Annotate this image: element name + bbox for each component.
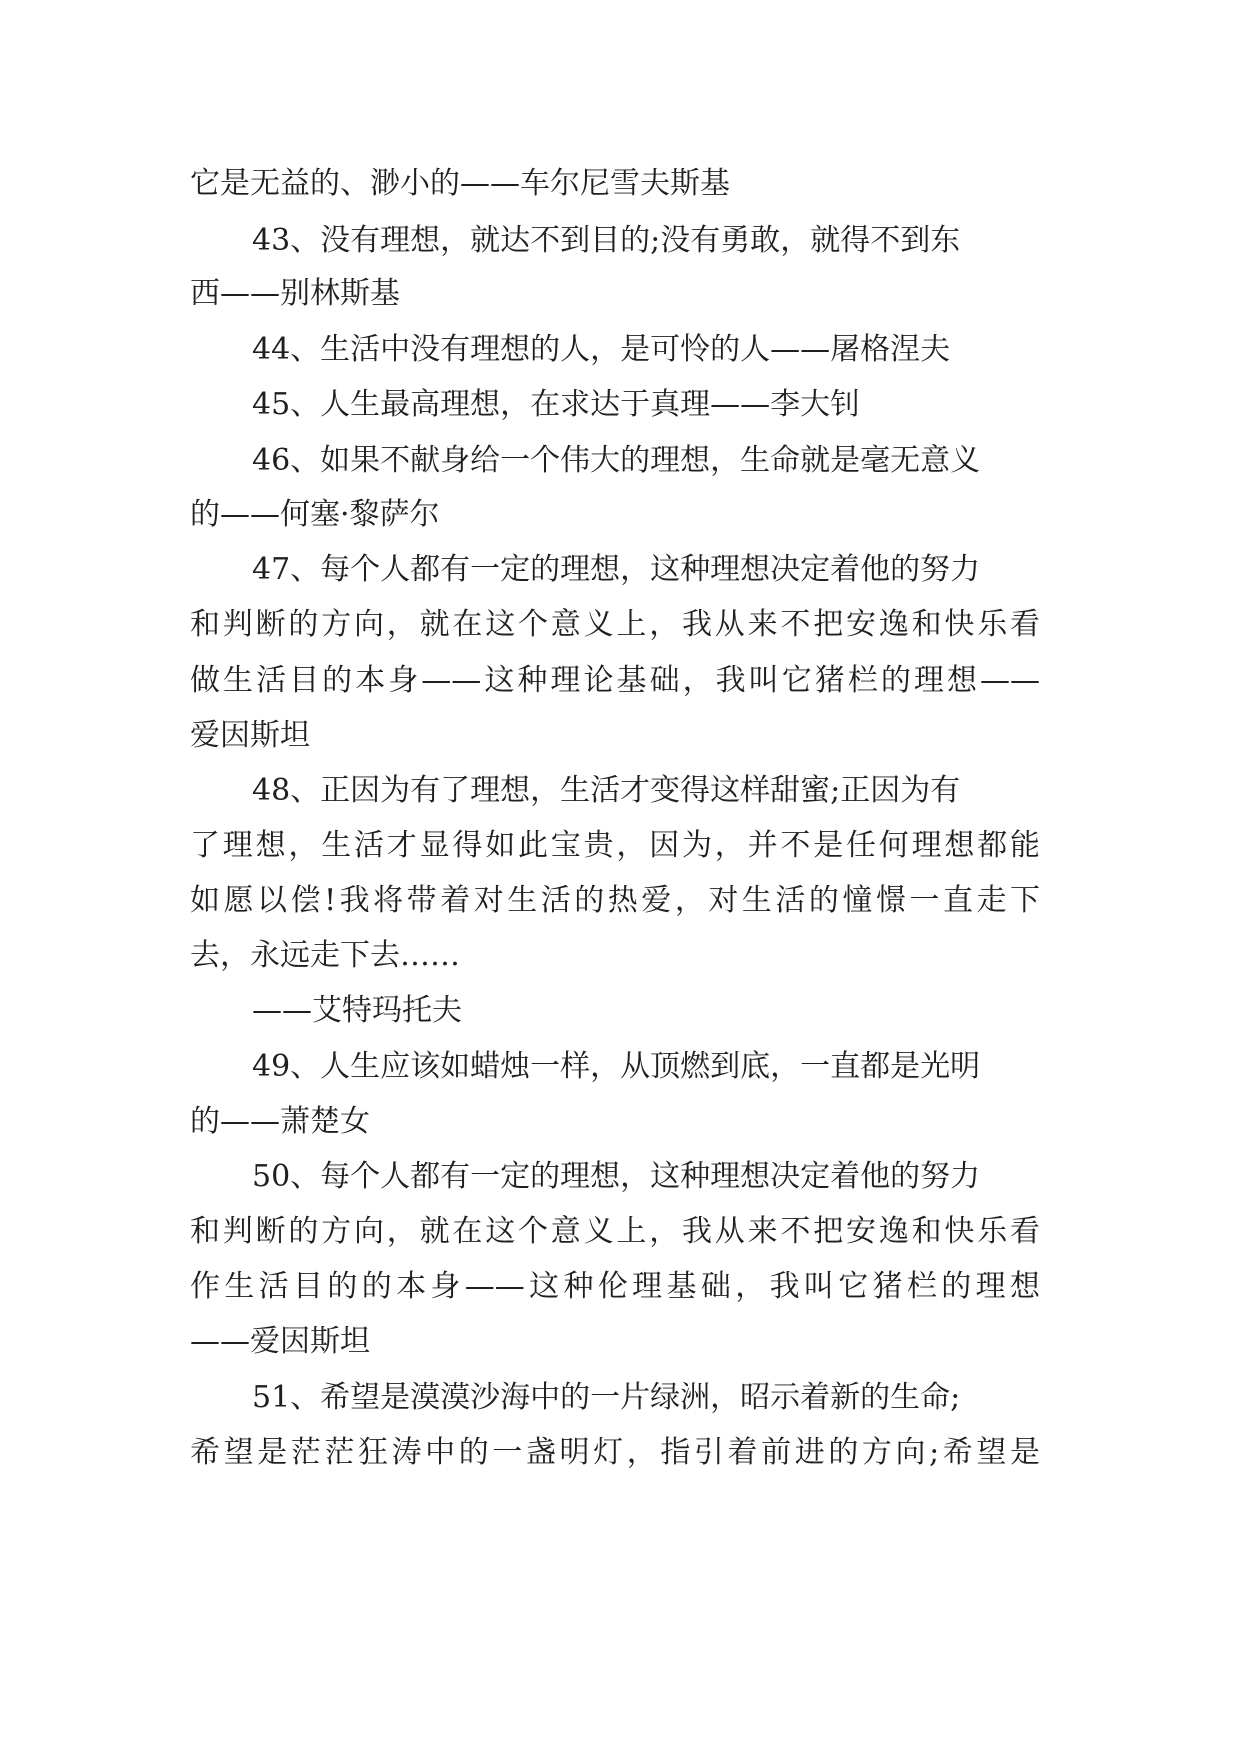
quote-46-line-1: 46、如果不献身给一个伟大的理想，生命就是毫无意义 <box>252 443 981 478</box>
quote-49-line-2: 的——萧楚女 <box>190 1104 370 1139</box>
quote-51-line-2: 希望是茫茫狂涛中的一盏明灯，指引着前进的方向;希望是 <box>190 1435 1040 1470</box>
quote-48-line-4: 去，永远走下去…… <box>190 938 460 973</box>
quote-44: 44、生活中没有理想的人，是可怜的人——屠格涅夫 <box>252 332 951 367</box>
text-line: 它是无益的、渺小的——车尔尼雪夫斯基 <box>190 166 730 201</box>
quote-47-line-3: 做生活目的本身——这种理论基础，我叫它猪栏的理想—— <box>190 663 1040 698</box>
quote-51-line-1: 51、希望是漠漠沙海中的一片绿洲，昭示着新的生命; <box>252 1380 961 1415</box>
quote-43-line-1: 43、没有理想，就达不到目的;没有勇敢，就得不到东 <box>252 223 961 258</box>
quote-46-line-2: 的——何塞·黎萨尔 <box>190 497 440 532</box>
quote-50-line-1: 50、每个人都有一定的理想，这种理想决定着他的努力 <box>252 1159 981 1194</box>
quote-50-line-4: ——爱因斯坦 <box>190 1324 370 1359</box>
quote-47-line-2: 和判断的方向，就在这个意义上，我从来不把安逸和快乐看 <box>190 607 1040 642</box>
quote-48-line-2: 了理想，生活才显得如此宝贵，因为，并不是任何理想都能 <box>190 828 1040 863</box>
quote-47-line-1: 47、每个人都有一定的理想，这种理想决定着他的努力 <box>252 552 981 587</box>
quote-49-line-1: 49、人生应该如蜡烛一样，从顶燃到底，一直都是光明 <box>252 1049 981 1084</box>
quote-48-attribution: ——艾特玛托夫 <box>252 993 462 1028</box>
quote-50-line-2: 和判断的方向，就在这个意义上，我从来不把安逸和快乐看 <box>190 1214 1040 1249</box>
quote-45: 45、人生最高理想，在求达于真理——李大钊 <box>252 387 861 422</box>
quote-47-line-4: 爱因斯坦 <box>190 718 310 753</box>
quote-48-line-3: 如愿以偿!我将带着对生活的热爱，对生活的憧憬一直走下 <box>190 883 1040 918</box>
quote-48-line-1: 48、正因为有了理想，生活才变得这样甜蜜;正因为有 <box>252 773 961 808</box>
quote-43-line-2: 西——别林斯基 <box>190 276 400 311</box>
quote-50-line-3: 作生活目的的本身——这种伦理基础，我叫它猪栏的理想 <box>190 1269 1040 1304</box>
